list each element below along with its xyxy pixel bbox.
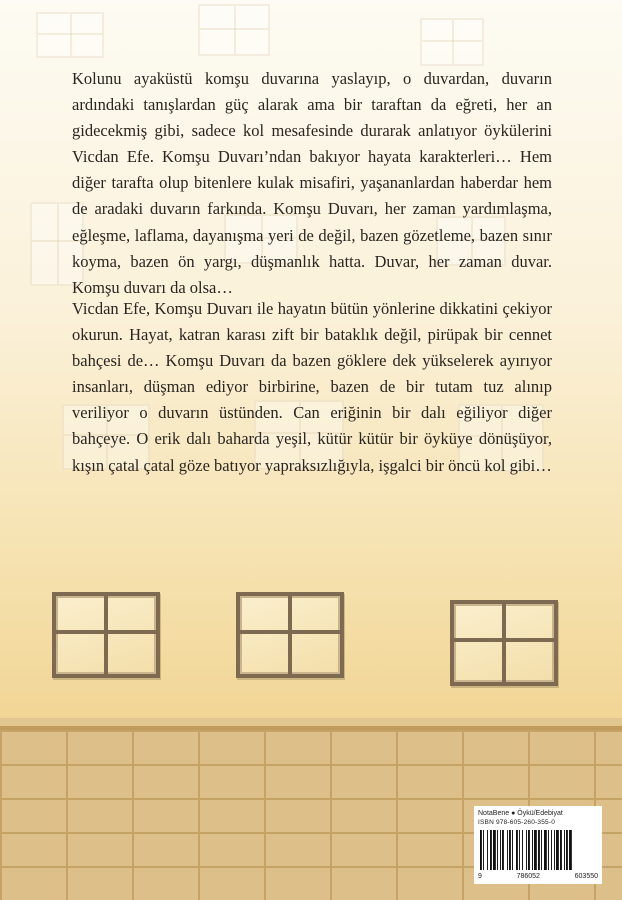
barcode-bar: [487, 830, 488, 870]
barcode-bar: [519, 830, 520, 870]
barcode-bar: [532, 830, 533, 870]
barcode-label: [474, 806, 602, 884]
isbn-text: ISBN 978-605-260-355-0: [478, 819, 556, 826]
barcode-bar: [556, 830, 559, 870]
barcode-bar: [564, 830, 565, 870]
window-right: [450, 600, 558, 686]
barcode-bar: [538, 830, 540, 870]
barcode-bar: [534, 830, 537, 870]
faint-window: [198, 4, 270, 56]
barcode-bar: [500, 830, 501, 870]
blurb-paragraph-1: Kolunu ayaküstü komşu duvarına yaslayıp, o duvardan, duvarın ardındaki tanışlardan güç alarak ama bir taraftan da eğreti, her an gidecekmiş gibi, sadece kol mesafesinde durarak anlatıyor öykülerini Vicdan Efe. Komşu Duvarı’ndan bakıyor hayata karakterleri… Hem diğer tarafta olup bitenlere kulak misafiri, yaşananlardan haberdar hem de aradaki duvarın farkında. Komşu Duvarı, her zaman yardımlaşma, eğleşme, laflama, dayanışma yeri de değil, bazen gözetleme, bazen sınır koyma, bazen ön yargı, düşmanlık hatta. Duvar, her zaman duvar. Komşu duvarı da olsa…: [72, 69, 552, 297]
faint-window: [36, 12, 104, 58]
blurb-paragraph-2: Vicdan Efe, Komşu Duvarı ile hayatın bütün yönlerine dikkatini çekiyor okurun. Hayat, katran karası zift bir bataklık değil, pirüpak bir cennet bahçesi de… Komşu Duvarı da bazen göklere dek yükselerek ayırıyor insanları, düşman ediyor birbirine, bazen de bir tutam tuz alınıp veriliyor o duvarın üstünden. Can eriğinin bir dalı eğiliyor diğer bahçeye. O erik dalı baharda yeşil, kütür kütür bir öyküye dönüşüyor, kışın çatal çatal göze batıyor yapraksızlığıyla, işgalci bir öncü kol gibi…: [72, 299, 552, 475]
barcode-bar: [548, 830, 549, 870]
barcode-bar: [493, 830, 496, 870]
barcode-digits: [478, 872, 598, 881]
barcode-bar: [512, 830, 513, 870]
barcode-bar: [541, 830, 542, 870]
window-center: [236, 592, 344, 678]
barcode-bar: [526, 830, 527, 870]
barcode-bar: [554, 830, 555, 870]
category-text: NotaBene ● Öykü/Edebiyat: [478, 810, 563, 817]
barcode-bar: [522, 830, 523, 870]
barcode-bar: [544, 830, 547, 870]
barcode-bar: [497, 830, 498, 870]
barcode-digit-group-1: 786052: [516, 873, 540, 880]
barcode-digit-group-2: 603550: [574, 873, 598, 880]
barcode-bar: [490, 830, 492, 870]
barcode-bar: [551, 830, 552, 870]
barcode-bar: [509, 830, 511, 870]
barcode-bar: [528, 830, 530, 870]
barcode: [480, 830, 596, 870]
barcode-bar: [560, 830, 562, 870]
window-left: [52, 592, 160, 678]
barcode-bar: [566, 830, 568, 870]
barcode-bar: [480, 830, 482, 870]
barcode-digit-lead: 9: [478, 873, 482, 880]
barcode-bar: [569, 830, 572, 870]
barcode-bar: [507, 830, 508, 870]
faint-window: [420, 18, 484, 66]
barcode-bar: [502, 830, 504, 870]
barcode-bar: [516, 830, 518, 870]
barcode-bar: [483, 830, 484, 870]
